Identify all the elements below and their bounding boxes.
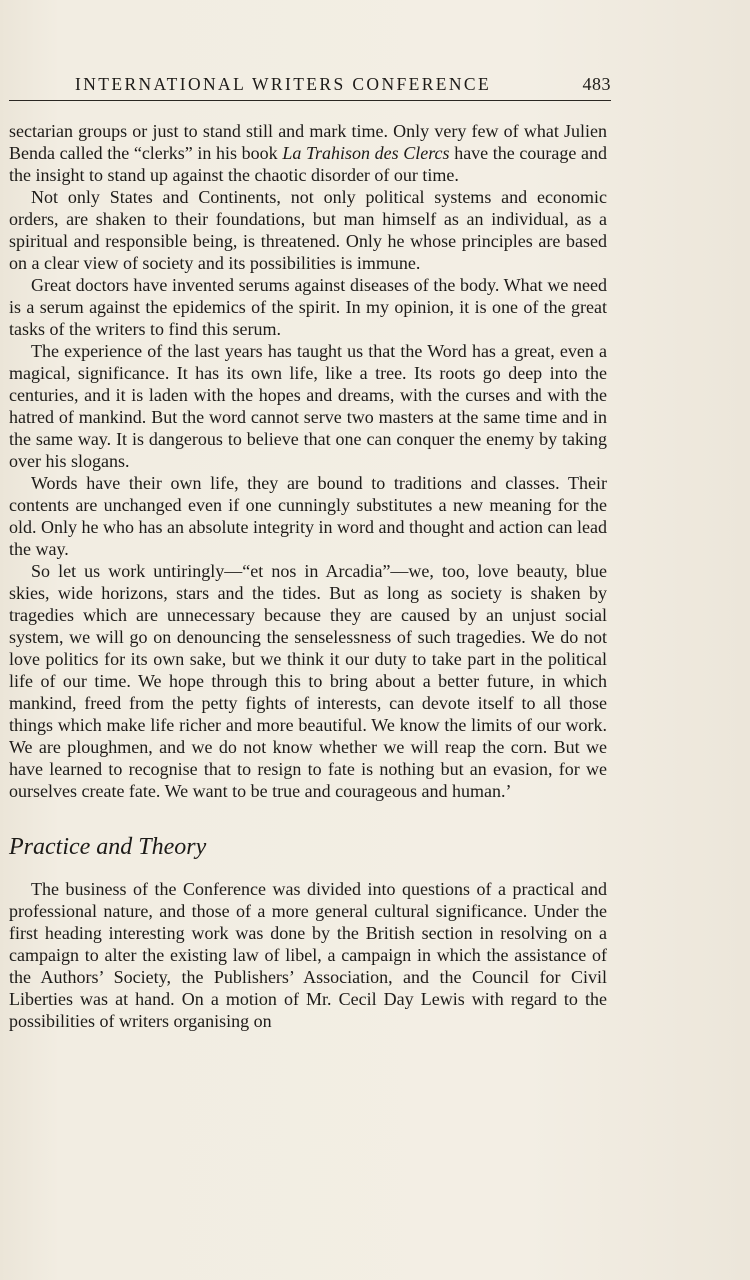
paragraph-text: have the courage and the insight to stand up against the chaotic disorder of our time. (9, 143, 607, 185)
page-header (9, 70, 611, 101)
section-heading: Practice and Theory (9, 834, 207, 860)
running-head: INTERNATIONAL WRITERS CONFERENCE (75, 74, 492, 94)
paragraph-continuation (9, 120, 607, 186)
book-title: La Trahison des Clercs (282, 143, 450, 163)
paragraph: The business of the Conference was divided into questions of a practical and professional nature, and those of a more general cultural significance. Under the first heading interesting work was done by the British section in resolving on a campaign to alter the existing law of libel, a campaign in which the assistance of the Authors’ Society, the Publishers’ Association, and the Council for Civil Liberties was at hand. On a motion of Mr. Cecil Day Lewis with regard to the possibilities of writers organising on (9, 879, 607, 1031)
paragraph: The experience of the last years has taught us that the Word has a great, even a magical, significance. It has its own life, like a tree. Its roots go deep into the centuries, and it is laden with the hopes and dreams, with the curses and with the hatred of mankind. But the word cannot serve two masters at the same time and in the same way. It is dangerous to believe that one can conquer the enemy by taking over his slogans. (9, 341, 607, 471)
paragraph: So let us work untiringly—“et nos in Arcadia”—we, too, love beauty, blue skies, wide horizons, stars and the tides. But as long as society is shaken by tragedies which are unnecessary because they are caused by an unjust social system, we will go on denouncing the senselessness of such tragedies. We do not love politics for its own sake, but we think it our duty to take part in the political life of our time. We hope through this to bring about a better future, in which mankind, freed from the petty fights of interests, can devote itself to all those things which make life richer and more beautiful. We know the limits of our work. We are ploughmen, and we do not know whether we will reap the corn. But we have learned to recognise that to resign to fate is nothing but an evasion, for we ourselves create fate. We want to be true and courageous and human.’ (9, 561, 607, 801)
page-body (9, 120, 607, 1032)
paragraph: Words have their own life, they are bound to traditions and classes. Their contents are unchanged even if one cunningly substitutes a new meaning for the old. Only he who has an absolute integrity in word and thought and action can lead the way. (9, 473, 607, 559)
paragraph: Not only States and Continents, not only political systems and economic orders, are shaken to their foundations, but man himself as an individual, as a spiritual and responsible being, is threatened. Only he whose principles are based on a clear view of society and its possibilities is immune. (9, 187, 607, 273)
paragraph-text: sectarian groups or just to stand still and mark time. Only very few of what Julien Benda called the “clerks” in his book (9, 121, 607, 163)
paragraph: Great doctors have invented serums against diseases of the body. What we need is a serum against the epidemics of the spirit. In my opinion, it is one of the great tasks of the writers to find this serum. (9, 275, 607, 339)
page-number: 483 (582, 74, 611, 94)
